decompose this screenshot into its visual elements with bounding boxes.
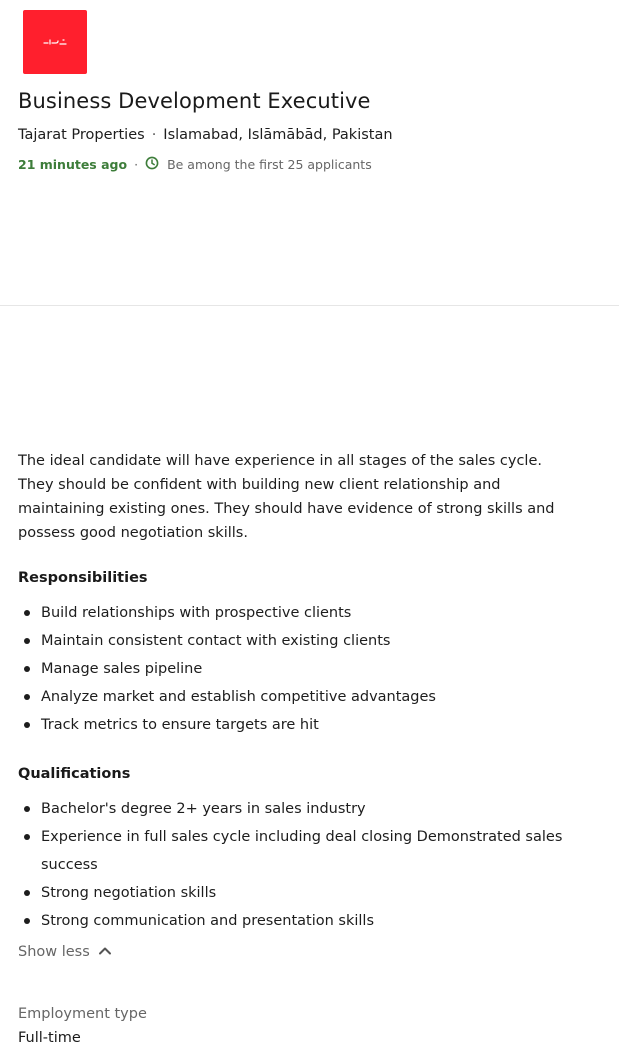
- company-location-line: [18, 127, 393, 143]
- responsibilities-heading: Responsibilities: [18, 570, 148, 586]
- separator-dot: ·: [151, 127, 157, 143]
- qualifications-heading: Qualifications: [18, 766, 131, 782]
- job-location: Islamabad, Islāmābād, Pakistan: [163, 127, 393, 143]
- company-name[interactable]: Tajarat Properties: [18, 127, 145, 143]
- list-item: Track metrics to ensure targets are hit: [18, 711, 578, 739]
- employment-type-label: Employment type: [18, 1006, 147, 1022]
- list-item: Strong communication and presentation skills: [18, 907, 578, 935]
- list-item: Maintain consistent contact with existing clients: [18, 627, 578, 655]
- list-item: Strong negotiation skills: [18, 879, 578, 907]
- qualifications-list: [18, 795, 578, 935]
- list-item: Bachelor's degree 2+ years in sales industry: [18, 795, 578, 823]
- applicants-count: Be among the first 25 applicants: [167, 157, 372, 172]
- posted-time: 21 minutes ago: [18, 157, 128, 172]
- job-description: The ideal candidate will have experience in all stages of the sales cycle. They should be confident with building new client relationship and maintaining existing ones. They should have evidence of strong skills and possess good negotiation skills.: [18, 453, 555, 541]
- separator-dot: ·: [134, 157, 139, 172]
- responsibilities-list: [18, 599, 578, 739]
- show-less-label: Show less: [18, 944, 90, 960]
- clock-icon: [145, 156, 159, 173]
- section-divider: [0, 305, 619, 306]
- company-logo-mark-icon: [42, 37, 68, 47]
- list-item: Analyze market and establish competitive advantages: [18, 683, 578, 711]
- job-title: Business Development Executive: [18, 89, 371, 113]
- show-less-button[interactable]: [18, 944, 112, 960]
- job-meta-line: [18, 156, 372, 173]
- list-item: Build relationships with prospective clients: [18, 599, 578, 627]
- employment-type-value: Full-time: [18, 1030, 81, 1046]
- company-logo[interactable]: [23, 10, 87, 74]
- list-item: Manage sales pipeline: [18, 655, 578, 683]
- chevron-up-icon: [98, 944, 112, 960]
- list-item: Experience in full sales cycle including deal closing Demonstrated sales success: [18, 823, 578, 879]
